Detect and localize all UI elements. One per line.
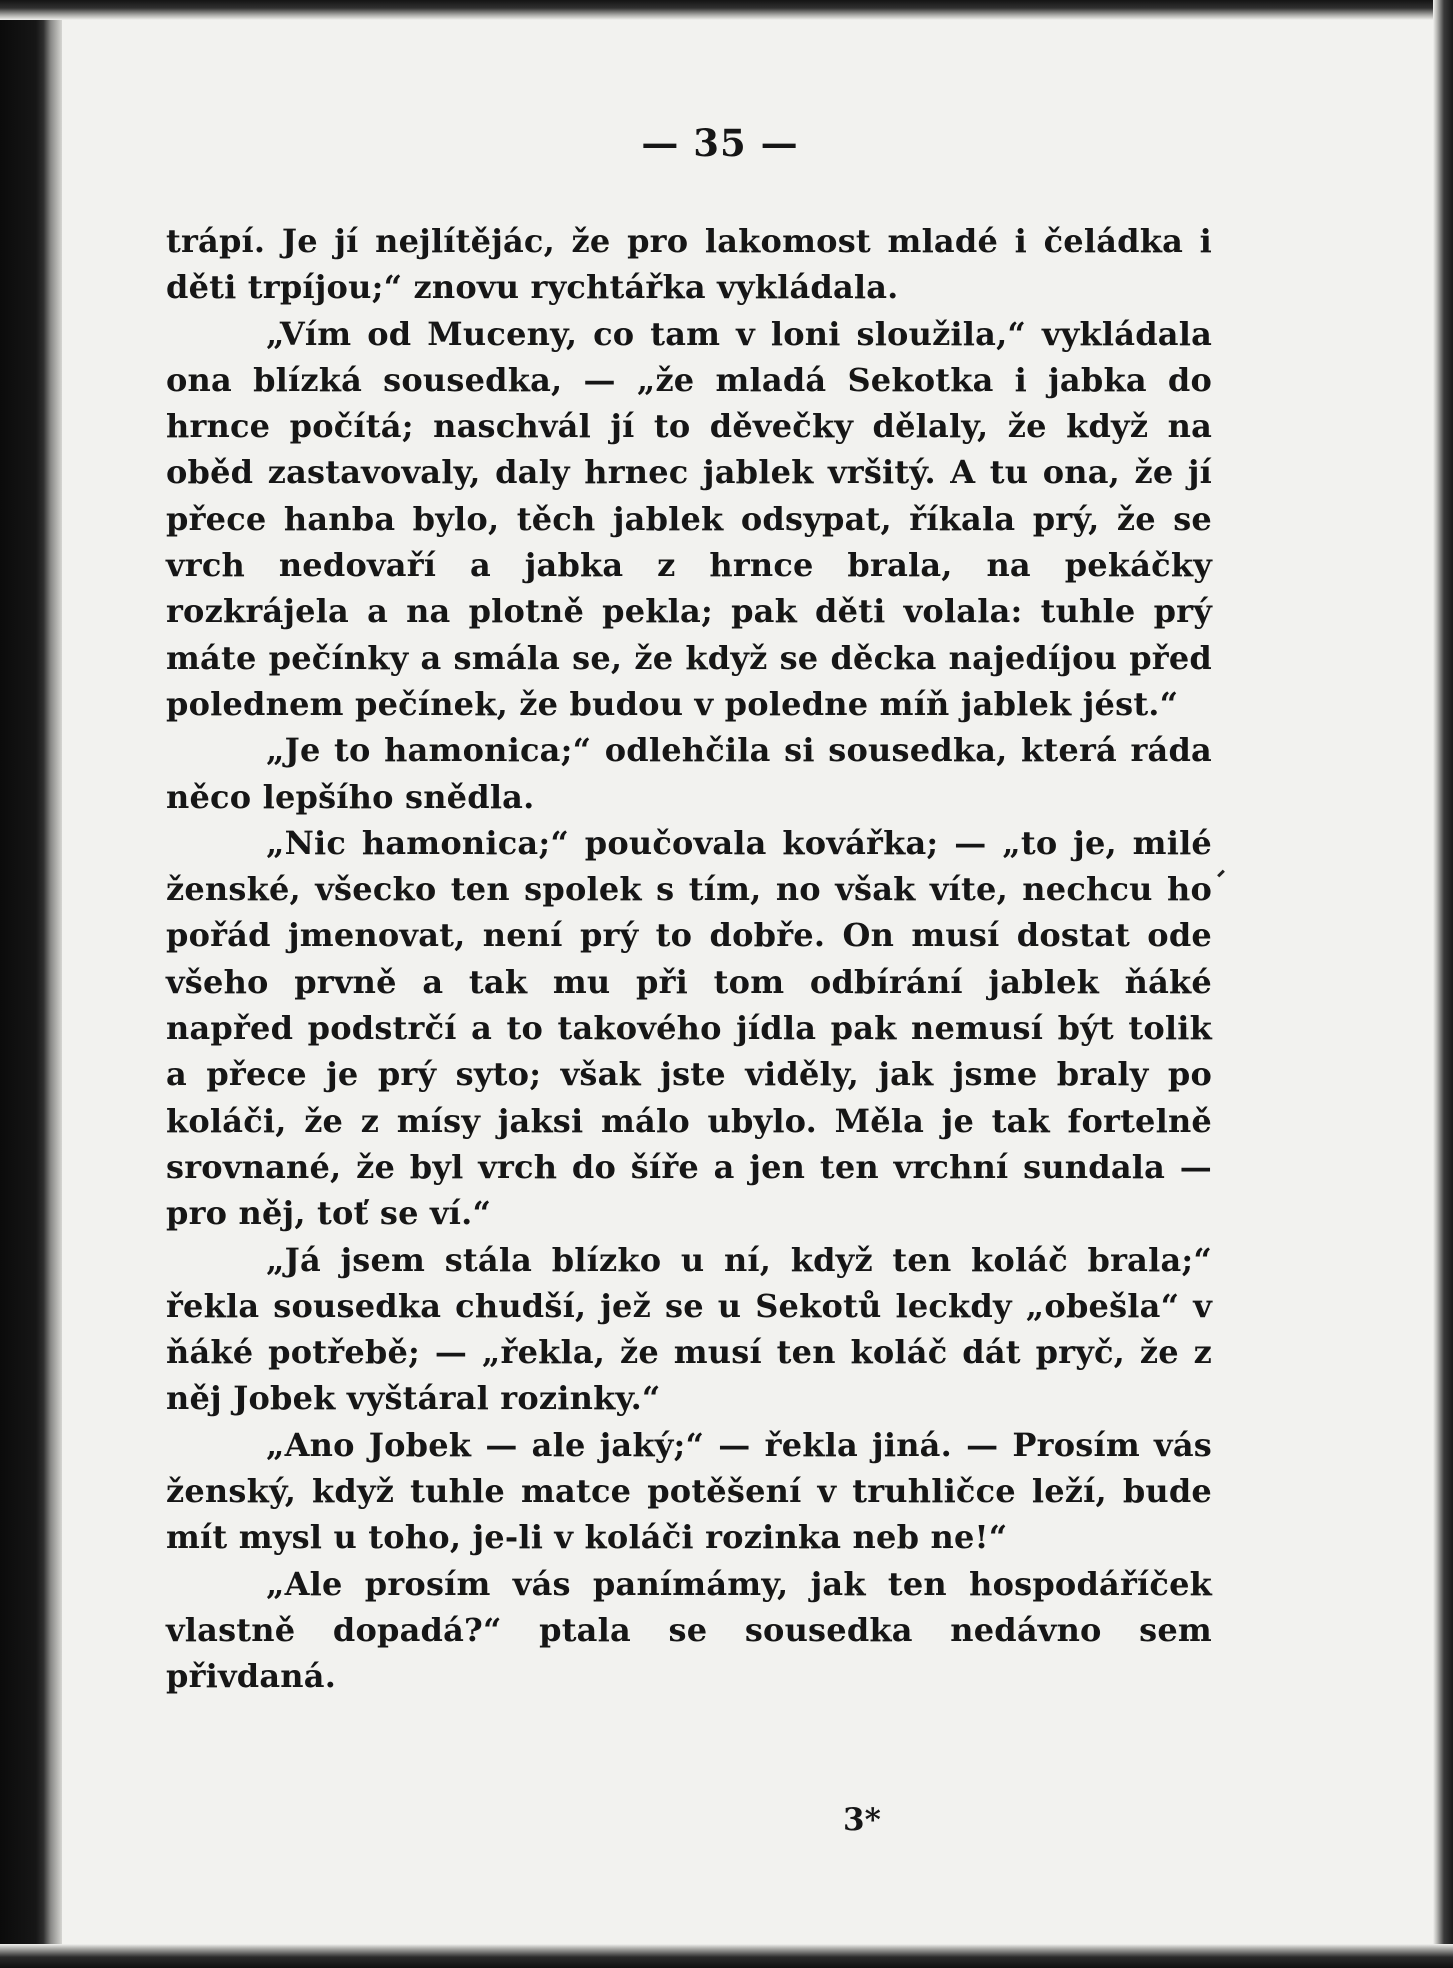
scan-edge-right (1433, 0, 1453, 1968)
paragraph-2: „Vím od Muceny, co tam v loni sloužila,“ vykládala ona blízká sousedka, — „že mladá Sekotka i jabka do hrnce počítá; naschvál jí to děvečky dělaly, že když na oběd zastavovaly, daly hrnec jablek vršitý. A tu ona, že jí přece hanba bylo, těch jablek odsypat, říkala prý, že se vrch nedovaří a jabka z hrnce brala, na pekáčky rozkrájela a na plotně pekla; pak děti volala: tuhle prý máte pečínky a smála se, že když se děcka najedíjou před polednem pečínek, že budou v poledne míň jablek jést.“ (166, 314, 1212, 723)
book-page (166, 120, 1212, 1700)
paragraph-5: „Já jsem stála blízko u ní, když ten koláč brala;“ řekla sousedka chudší, jež se u Sekotů leckdy „obešla“ v ňáké potřebě; — „řekla, že musí ten koláč dát pryč, že z něj Jobek vyštáral rozinky.“ (166, 1240, 1212, 1418)
paragraph-7: „Ale prosím vás panímámy, jak ten hospodáříček vlastně dopadá?“ ptala se sousedka nedávno sem přivdaná. (166, 1564, 1212, 1696)
scan-edge-bottom (0, 1944, 1453, 1968)
paragraph-4: „Nic hamonica;“ poučovala kovářka; — „to je, milé ženské, všecko ten spolek s tím, no však víte, nechcu ho pořád jmenovat, není prý to dobře. On musí dostat ode všeho prvně a tak mu při tom odbírání jablek ňáké napřed podstrčí a to takového jídla pak nemusí být tolik a přece je prý syto; však jste viděly, jak jsme braly po koláči, že z mísy jaksi málo ubylo. Měla je tak fortelně srovnané, že byl vrch do šíře a jen ten vrchní sundala — pro něj, toť se ví.“ (166, 823, 1212, 1233)
paragraph-1: trápí. Je jí nejlítějác, že pro lakomost mladé i čeládka i děti trpíjou;“ znovu rychtářka vykládala. (166, 222, 1212, 307)
scan-edge-top (0, 0, 1453, 20)
signature-mark: 3* (843, 1802, 881, 1838)
page-text (166, 218, 1212, 1700)
paragraph-3: „Je to hamonica;“ odlehčila si sousedka, která ráda něco lepšího snědla. (166, 731, 1212, 816)
paragraph-6: „Ano Jobek — ale jaký;“ — řekla jiná. — Prosím vás ženský, když tuhle matce potěšení v truhličce leží, bude mít mysl u toho, je-li v koláči rozinka neb ne!“ (166, 1425, 1212, 1557)
scan-edge-left (0, 0, 62, 1968)
page-number: — 35 — (641, 121, 799, 165)
ink-speck (1217, 870, 1225, 878)
